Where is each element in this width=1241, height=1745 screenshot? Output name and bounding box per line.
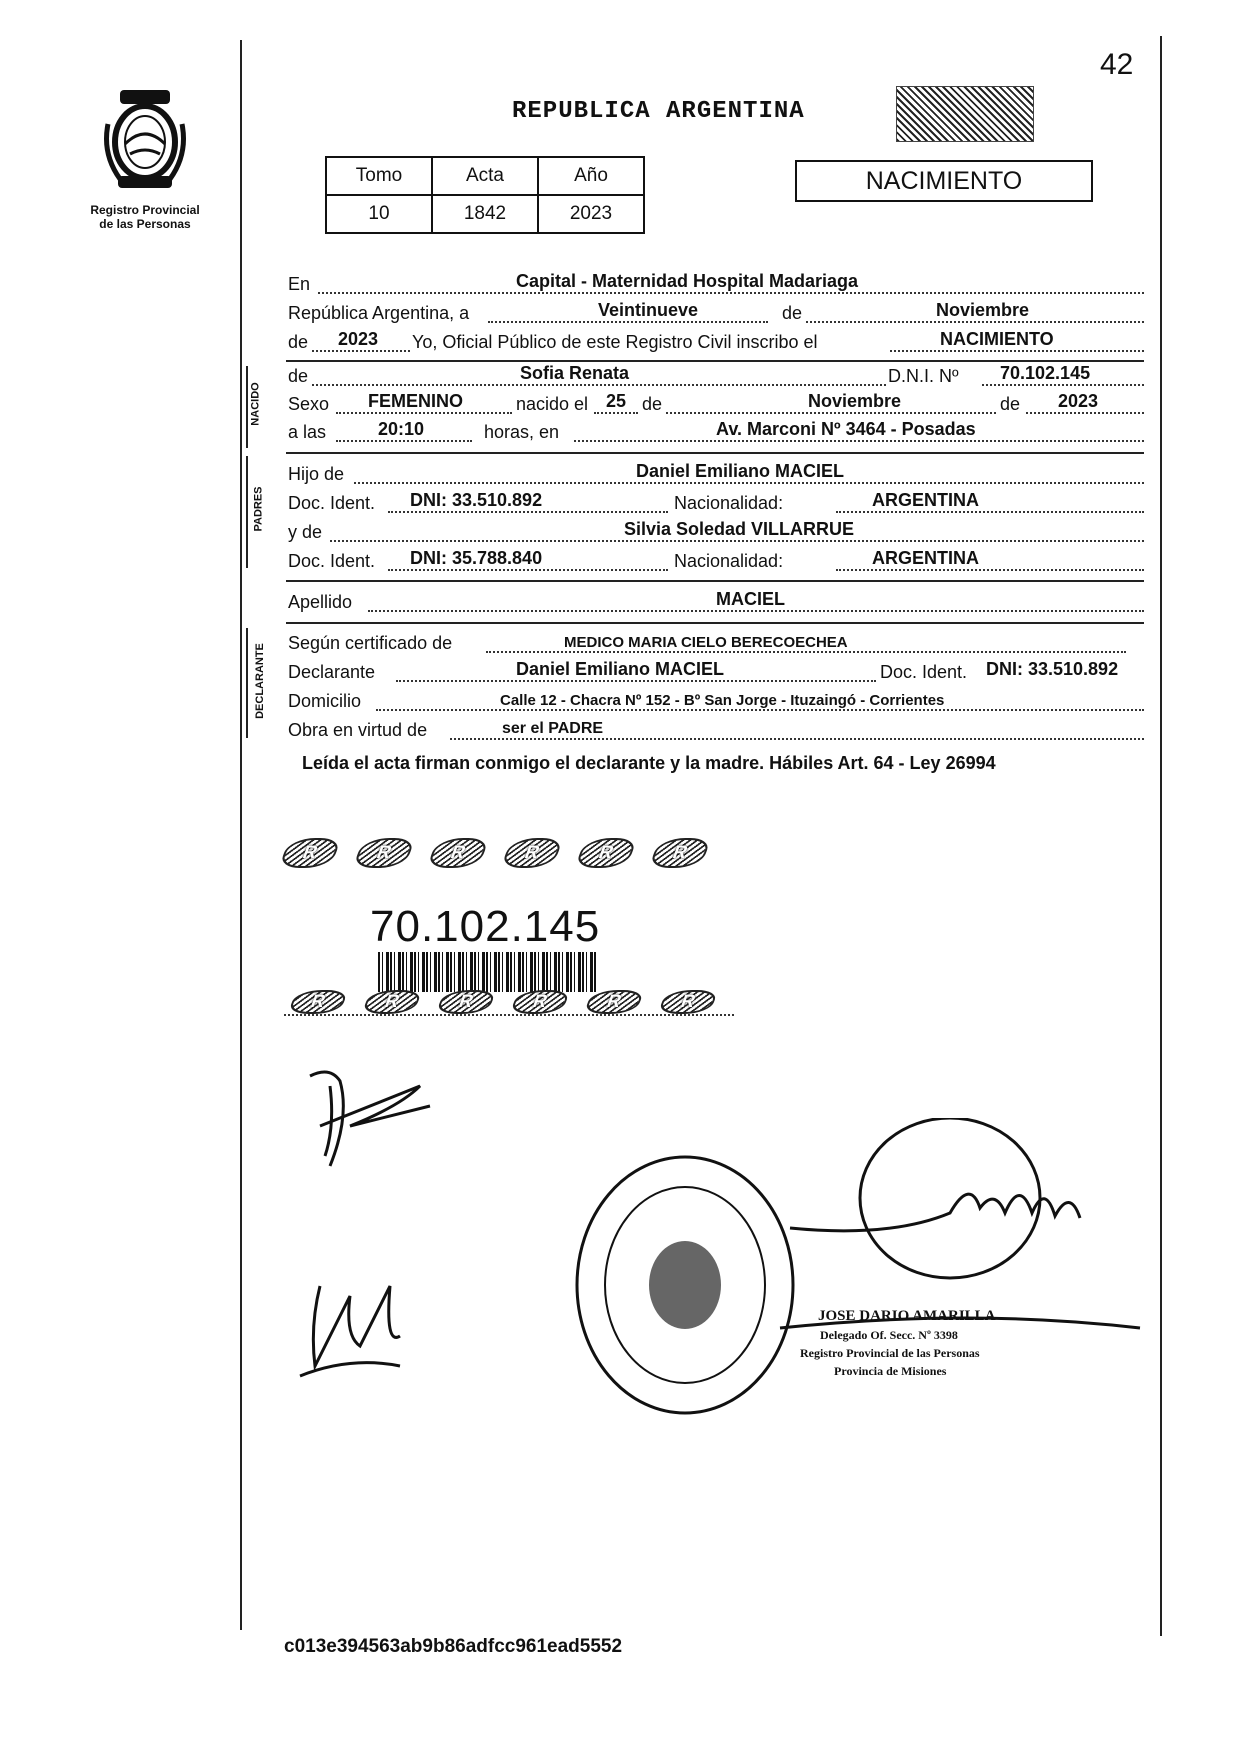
official-seal	[570, 1150, 800, 1420]
line-inscribo	[288, 326, 1144, 356]
registry-table	[325, 156, 645, 234]
obra-label: Obra en virtud de	[288, 720, 428, 740]
line-father	[288, 458, 1144, 488]
security-mark: R	[362, 990, 423, 1014]
year-de-label: de	[288, 332, 309, 352]
registry-header-ano: Año	[538, 157, 644, 195]
father-name-value: Daniel Emiliano MACIEL	[636, 461, 845, 481]
province-logo	[90, 84, 200, 194]
father-nat-value: ARGENTINA	[872, 490, 979, 510]
document-title: REPUBLICA ARGENTINA	[512, 98, 805, 125]
nacido-side-label: NACIDO	[249, 382, 262, 426]
segun-label: Según certificado de	[288, 633, 453, 653]
security-mark: R	[649, 838, 712, 868]
mother-doc-label: Doc. Ident.	[288, 551, 376, 571]
republica-label: República Argentina, a	[288, 303, 470, 323]
security-number: 70.102.145	[370, 902, 601, 951]
child-dni-value: 70.102.145	[1000, 363, 1091, 383]
registry-value-row	[326, 195, 644, 233]
father-nat-label: Nacionalidad:	[674, 493, 784, 513]
security-hologram	[896, 86, 1034, 142]
child-name-value: Sofia Renata	[520, 363, 630, 383]
birth-day-value: 25	[606, 391, 627, 411]
line-mother	[288, 516, 1144, 546]
mother-nat-value: ARGENTINA	[872, 548, 979, 568]
year-value: 2023	[338, 329, 379, 349]
mother-doc-value: DNI: 35.788.840	[410, 548, 543, 568]
a-las-label: a las	[288, 422, 327, 442]
security-mark: R	[427, 838, 490, 868]
security-mark: R	[584, 990, 645, 1014]
hijo-de-label: Hijo de	[288, 464, 345, 484]
mother-name-value: Silvia Soledad VILLARRUE	[624, 519, 855, 539]
declarante-value: Daniel Emiliano MACIEL	[516, 659, 725, 679]
birth-place-value: Av. Marconi Nº 3464 - Posadas	[716, 419, 976, 439]
officer-line-1: Delegado Of. Secc. Nº 3398	[820, 1328, 958, 1342]
page-number: 42	[1100, 48, 1134, 81]
line-mother-doc	[288, 545, 1144, 575]
security-mark: R	[436, 990, 497, 1014]
registry-tomo: 10	[326, 195, 432, 233]
mother-signature	[290, 1256, 430, 1386]
document-hash: c013e394563ab9b86adfcc961ead5552	[284, 1636, 623, 1657]
registry-acta: 1842	[432, 195, 538, 233]
padres-bracket	[246, 456, 248, 568]
line-hour	[288, 416, 1144, 446]
hour-value: 20:10	[378, 419, 425, 439]
domicilio-value: Calle 12 - Chacra Nº 152 - Bº San Jorge - Ituzaingó - Corrientes	[500, 692, 945, 709]
dni-label: D.N.I. Nº	[888, 366, 959, 386]
registry-header-acta: Acta	[432, 157, 538, 195]
declarante-label: Declarante	[288, 662, 376, 682]
closing-text: Leída el acta firman conmigo el declarante y la madre. Hábiles Art. 64 - Ley 26994	[302, 753, 996, 773]
birth-month-value: Noviembre	[808, 391, 902, 411]
father-doc-label: Doc. Ident.	[288, 493, 376, 513]
declarante-doc-label: Doc. Ident.	[880, 662, 968, 682]
act-type-box: NACIMIENTO	[795, 160, 1093, 202]
barcode	[378, 952, 598, 992]
birth-de-label: de	[642, 394, 663, 414]
security-marks-top	[284, 838, 706, 868]
security-mark: R	[575, 838, 638, 868]
security-mark: R	[501, 838, 564, 868]
line-father-doc	[288, 487, 1144, 517]
birth-de-label-2: de	[1000, 394, 1021, 414]
section-divider	[286, 580, 1144, 582]
mother-nat-label: Nacionalidad:	[674, 551, 784, 571]
sexo-value: FEMENINO	[368, 391, 464, 411]
security-mark: R	[288, 990, 349, 1014]
officer-line-3: Provincia de Misiones	[834, 1364, 947, 1378]
declarante-doc-value: DNI: 33.510.892	[986, 659, 1119, 679]
obra-value: ser el PADRE	[502, 720, 604, 737]
nacido-de-label: de	[288, 366, 309, 386]
place-value: Capital - Maternidad Hospital Madariaga	[516, 271, 859, 291]
security-mark: R	[510, 990, 571, 1014]
inscribo-label: Yo, Oficial Público de este Registro Civil inscribo el	[412, 332, 818, 352]
padres-side-label: PADRES	[252, 486, 265, 532]
line-obra	[288, 714, 1144, 744]
acta-type-value: NACIMIENTO	[940, 329, 1054, 349]
officer-line-2: Registro Provincial de las Personas	[800, 1346, 980, 1360]
y-de-label: y de	[288, 522, 323, 542]
right-margin-line	[1160, 36, 1162, 1636]
apellido-value: MACIEL	[716, 589, 785, 609]
security-mark: R	[279, 838, 342, 868]
declarante-side-label: DECLARANTE	[253, 643, 266, 719]
logo-caption-line-1: Registro Provincial	[90, 203, 200, 217]
nacido-bracket	[246, 366, 248, 448]
security-marks-bottom	[292, 990, 714, 1014]
security-mark: R	[658, 990, 719, 1014]
line-certificado	[288, 627, 1144, 657]
registry-header-row	[326, 157, 644, 195]
day-words-value: Veintinueve	[598, 300, 699, 320]
declarante-bracket	[246, 628, 248, 738]
security-mark: R	[353, 838, 416, 868]
line-date	[288, 297, 1144, 327]
logo-caption-line-2: de las Personas	[99, 217, 191, 231]
father-doc-value: DNI: 33.510.892	[410, 490, 543, 510]
coat-of-arms-icon	[90, 84, 200, 194]
security-underline	[284, 1014, 734, 1016]
left-margin-line	[240, 40, 242, 1630]
registry-ano: 2023	[538, 195, 644, 233]
line-declarante	[288, 656, 1144, 686]
month-value: Noviembre	[936, 300, 1030, 320]
apellido-label: Apellido	[288, 592, 353, 612]
line-place	[288, 268, 1144, 298]
line-apellido	[288, 586, 1144, 616]
domicilio-label: Domicilio	[288, 691, 362, 711]
section-divider	[286, 452, 1144, 454]
line-sex	[288, 388, 1144, 418]
section-divider	[286, 622, 1144, 624]
nacido-el-label: nacido el	[516, 394, 589, 414]
sexo-label: Sexo	[288, 394, 330, 414]
registry-header-tomo: Tomo	[326, 157, 432, 195]
en-label: En	[288, 274, 311, 294]
de-label: de	[782, 303, 803, 323]
certificado-value: MEDICO MARIA CIELO BERECOECHEA	[564, 634, 848, 651]
declarant-signature	[290, 1056, 450, 1196]
birth-year-value: 2023	[1058, 391, 1099, 411]
horas-en-label: horas, en	[484, 422, 560, 442]
logo-caption	[70, 203, 220, 231]
officer-name: JOSE DARIO AMARILLA	[818, 1308, 996, 1324]
line-name	[288, 360, 1144, 390]
line-domicilio	[288, 685, 1144, 715]
